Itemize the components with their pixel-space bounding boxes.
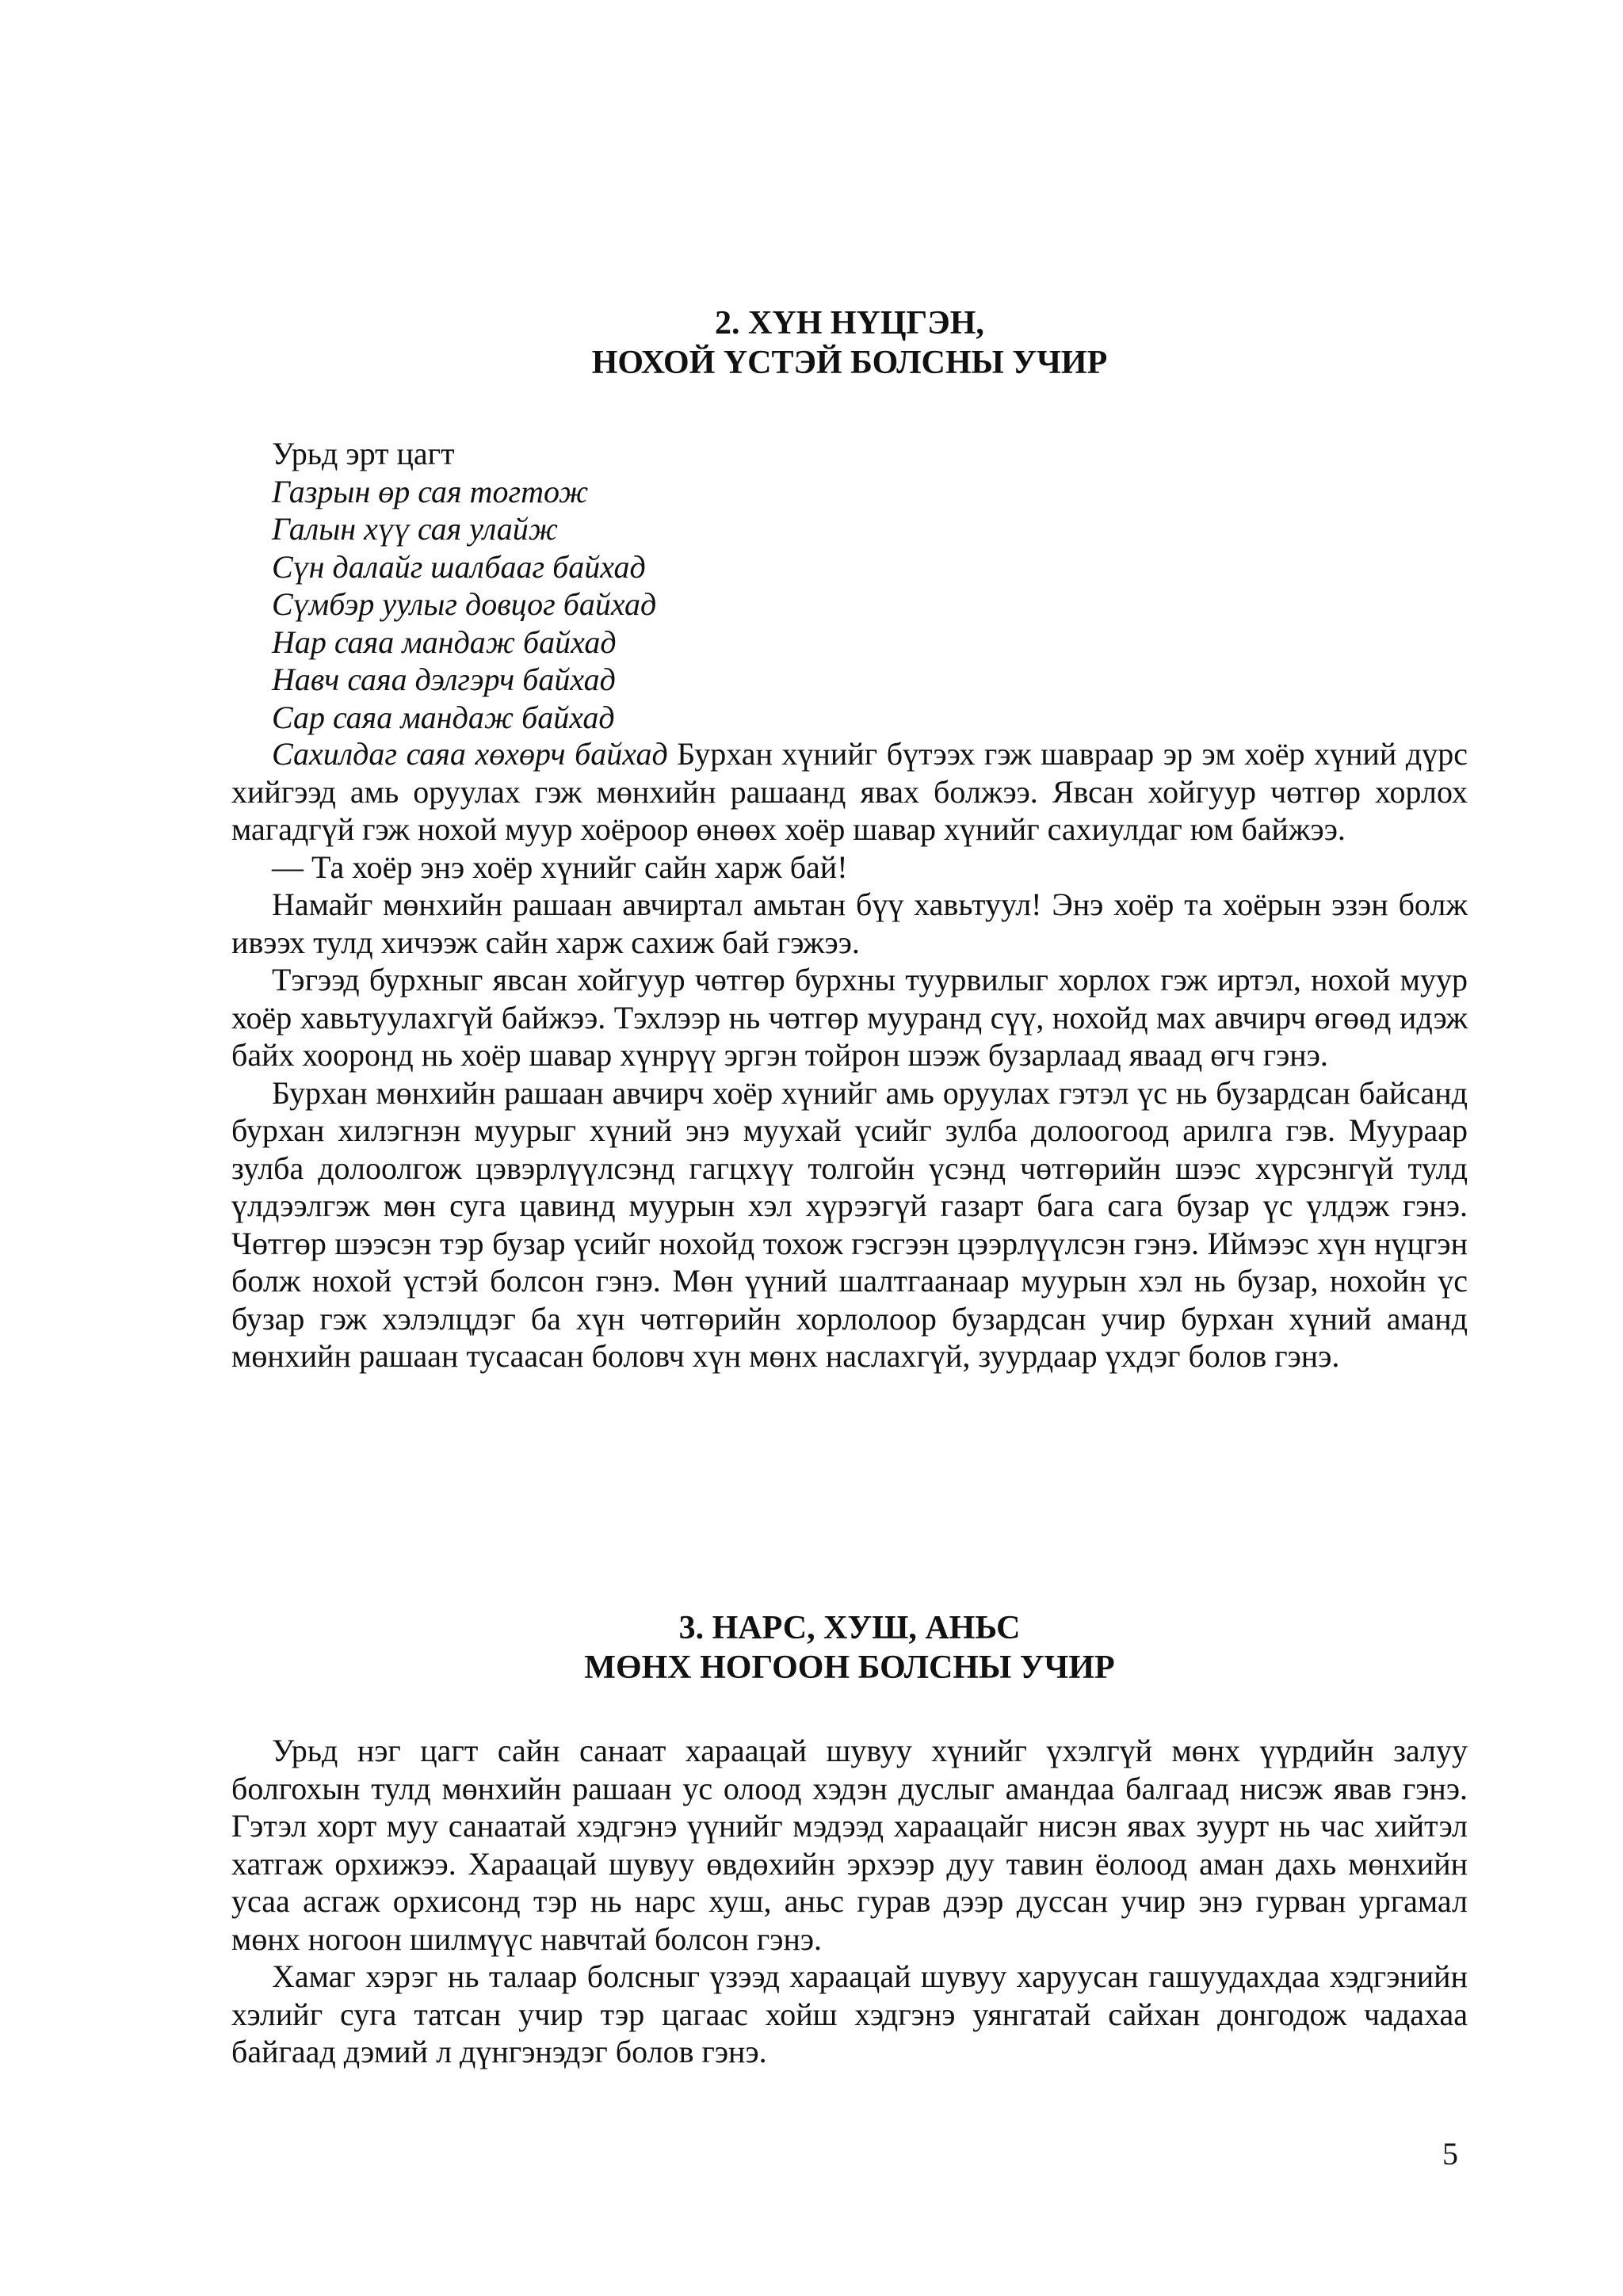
paragraph: — Та хоёр энэ хоёр хүнийг сайн харж бай! xyxy=(272,849,848,885)
section-title xyxy=(231,303,1468,383)
paragraph: Намайг мөнхийн рашаан авчиртал амьтан бүү хавьтуул! Энэ хоёр та хоёрын эзэн болж ивээх тулд хичээж сайн харж сахиж бай гэжээ. xyxy=(231,887,1468,960)
section-title-line: НОХОЙ ҮСТЭЙ БОЛСНЫ УЧИР xyxy=(591,345,1108,381)
paragraph: Бурхан мөнхийн рашаан авчирч хоёр хүнийг амь оруулах гэтэл үс нь бузардсан байсанд бурхан хилэгнэн муурыг хүний энэ муухай үсийг зулба долоогоод арилга гэв. Муураар зулба долоолгож цэвэрлүүлсэнд гагцхүү толгойн үсэнд чөтгөрийн шээс хүрсэнгүй тулд үлдээлгэж мөн суга цавинд муурын хэл хүрээгүй газарт бага сага бузар үс үлдэж гэнэ. Чөтгөр шээсэн тэр бузар үсийг нохойд тохож гэсгээн цээрлүүлсэн гэнэ. Иймээс хүн нүцгэн болж нохой үстэй болсон гэнэ. Мөн үүний шалтгаанаар муурын хэл нь бузар, нохойн үс бузар гэж хэлэлцдэг ба хүн чөтгөрийн хорлолоор бузардсан учир бурхан хүний аманд мөнхийн рашаан тусаасан боловч хүн мөнх наслахгүй, зуурдаар үхдэг болов гэнэ. xyxy=(231,1074,1468,1374)
paragraph xyxy=(231,735,1468,849)
verse-line: Сүн далайг шалбааг байхад xyxy=(272,548,646,585)
section-title-line: 2. ХҮН НҮЦГЭН, xyxy=(715,305,984,341)
verse-line: Нар саяа мандаж байхад xyxy=(272,624,617,660)
paragraph: Урьд нэг цагт сайн санаат хараацай шувуу хүнийг үхэлгүй мөнх үүрдийн залуу болгохын тулд мөнхийн рашаан ус олоод хэдэн дуслыг амандаа балгаад нисэж явав гэнэ. Гэтэл хорт муу санаатай хэдгэнэ үүнийг мэдээд хараацайг нисэн явах зуурт нь час хийтэл хатгаж орхижээ. Хараацай шувуу өвдөхийн эрхээр дуу тавин ёолоод аман дахь мөнхийн усаа асгаж орхисонд тэр нь нарс хуш, аньс гурав дээр дуссан учир энэ гурван ургамал мөнх ногоон шилмүүс навчтай болсон гэнэ. xyxy=(231,1733,1468,1957)
page-number: 5 xyxy=(1442,2136,1458,2172)
verse-opening-line: Урьд эрт цагт xyxy=(272,436,455,471)
section-title-line: 3. НАРС, ХУШ, АНЬС xyxy=(678,1610,1021,1646)
verse-line: Навч саяа дэлгэрч байхад xyxy=(272,662,616,697)
section-title xyxy=(231,1608,1468,1688)
verse-line: Сар саяа мандаж байхад xyxy=(272,699,615,735)
paragraph-text: Бурхан хүнийг бүтээх гэж шавраар эр эм хоёр хүний дүрс хийгээд амь оруулах гэж мөнхийн рашаанд явах болжээ. Явсан хойгуур чөтгөр хорлох магадгүй гэж нохой муур хоёроор өнөөх хоёр шавар хүнийг сахиулдаг юм байжээ. xyxy=(231,736,1468,847)
verse-line: Газрын өр сая тогтож xyxy=(272,473,589,509)
verse-line: Галын хүү сая улайж xyxy=(272,511,559,547)
verse-block xyxy=(231,435,1468,736)
section-body xyxy=(231,735,1468,1375)
paragraph: Тэгээд бурхныг явсан хойгуур чөтгөр бурхны туурвилыг хорлох гэж иртэл, нохой муур хоёр хавьтуулахгүй байжээ. Тэхлээр нь чөтгөр мууранд сүү, нохойд мах авчирч өгөөд идэж байх хооронд нь хоёр шавар хүнрүү эргэн тойрон шээж бузарлаад яваад өгч гэнэ. xyxy=(231,962,1468,1073)
section-body xyxy=(231,1732,1468,2071)
verse-last-line: Сахилдаг саяа хөхөрч байхад xyxy=(272,736,668,772)
paragraph: Хамаг хэрэг нь талаар болсныг үзээд хараацай шувуу харуусан гашуудахдаа хэдгэнийн хэлийг суга татсан учир тэр цагаас хойш хэдгэнэ уянгатай сайхан донгодож чадахаа байгаад дэмий л дүнгэнэдэг болов гэнэ. xyxy=(231,1958,1468,2069)
section-title-line: МӨНХ НОГООН БОЛСНЫ УЧИР xyxy=(584,1650,1115,1686)
verse-line: Сүмбэр уулыг довцог байхад xyxy=(272,586,657,622)
